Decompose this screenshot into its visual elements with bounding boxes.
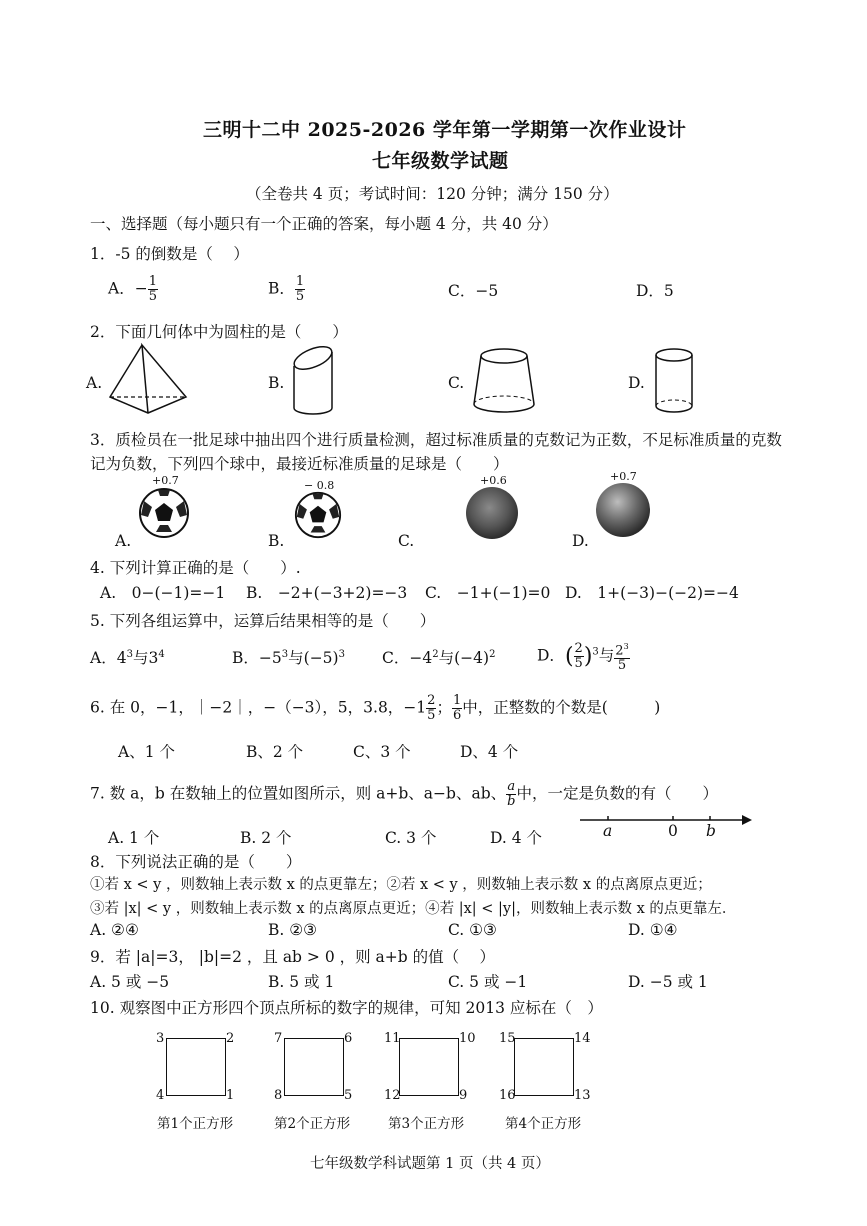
q6-sep: ；	[436, 698, 452, 717]
q6-stem-pre: 6. 在 0，−1，｜−2｜，−（−3），5，3.8，	[90, 698, 404, 717]
square-2-tr: 6	[344, 1031, 353, 1046]
q1-b-fraction	[295, 275, 305, 304]
q6-f1-den: 5	[427, 708, 436, 723]
pyramid-figure	[108, 343, 198, 415]
q7-f-den: b	[507, 794, 516, 809]
q6-stem	[90, 694, 660, 723]
q6-f2-num: 1	[452, 693, 462, 708]
q8-option-a: A. ②④	[90, 921, 139, 939]
q5-stem: 5. 下列各组运算中，运算后结果相等的是（ ）	[90, 612, 436, 630]
q1-option-c: C．−5	[448, 282, 499, 300]
square-2	[284, 1038, 344, 1096]
exam-title: 三明十二中 2025-2026 学年第一学期第一次作业设计	[203, 119, 687, 141]
q3-c-label: C.	[398, 532, 415, 550]
q3-b-value: − 0.8	[304, 479, 335, 492]
q7-fraction	[506, 780, 516, 809]
q7-option-d: D. 4 个	[490, 829, 543, 847]
slanted-cylinder-figure	[290, 346, 338, 418]
q6-f2-fraction	[452, 694, 462, 723]
soccer-ball-b-icon	[294, 491, 342, 539]
q4-option-a: A. 0−(−1)=−1	[100, 584, 226, 602]
square-4-tl: 15	[499, 1031, 516, 1046]
q1-option-a	[108, 275, 158, 304]
square-3-caption: 第3个正方形	[388, 1116, 465, 1132]
q6-f1-fraction	[426, 694, 436, 723]
square-1-tl: 3	[156, 1031, 165, 1046]
square-2-caption: 第2个正方形	[274, 1116, 351, 1132]
q6-f2-den: 6	[452, 708, 462, 723]
q5-c-and: 与	[438, 649, 455, 667]
q9-stem: 9．若 |a|=3， |b|=2 ，且 ab > 0 ，则 a+b 的值（ ）	[90, 948, 496, 966]
q1-a-label: A．	[108, 279, 135, 298]
q9-option-d: D. −5 或 1	[628, 973, 708, 991]
q3-a-value: +0.7	[152, 474, 179, 487]
q2-option-b: B.	[268, 374, 285, 392]
q6-option-a: A、1 个	[118, 743, 175, 761]
q7-option-a: A. 1 个	[108, 829, 160, 847]
exam-info: （全卷共 4 页；考试时间：120 分钟；满分 150 分）	[246, 185, 619, 203]
exam-subtitle: 七年级数学试题	[372, 150, 509, 172]
q8-option-c: C. ①③	[448, 921, 497, 939]
q5-option-b: B．$-5^3$与$(-5)^3$	[232, 648, 345, 667]
q7-stem-post: 中，一定是负数的有（ ）	[516, 784, 718, 803]
q5-a-label: A．	[90, 649, 117, 667]
q9-option-a: A. 5 或 −5	[90, 973, 170, 991]
cylinder-figure	[652, 346, 696, 416]
q7-f-num: a	[507, 779, 516, 794]
q2-option-d: D.	[628, 374, 645, 392]
q4-stem: 4. 下列计算正确的是（ ）.	[90, 559, 301, 577]
q3-a-label: A.	[115, 532, 132, 550]
q3-d-label: D.	[572, 532, 589, 550]
square-4	[514, 1038, 574, 1096]
q1-option-b	[268, 275, 305, 304]
q5-option-c: C．$-4^2$与$(-4)^2$	[382, 648, 496, 667]
q2-option-c: C.	[448, 374, 465, 392]
q2-option-a: A.	[86, 374, 103, 392]
q5-option-a: A．$4^3$与$3^4$	[90, 648, 165, 667]
q6-option-b: B、2 个	[246, 743, 304, 761]
square-3-tl: 11	[384, 1031, 401, 1046]
number-line-label-b: b	[706, 822, 716, 840]
q8-line2: ③若 |x| < y ，则数轴上表示数 x 的点离原点更近；④若 |x| < |y|，则数轴上表示数 x 的点更靠左．	[90, 901, 737, 917]
q1-option-d: D．5	[636, 282, 674, 300]
q3-c-value: +0.6	[480, 474, 507, 487]
q10-stem: 10. 观察图中正方形四个顶点所标的数字的规律，可知 2013 应标在（ ）	[90, 999, 603, 1017]
q4-option-b: B. −2+(−3+2)=−3	[246, 584, 408, 602]
square-3-br: 9	[459, 1088, 468, 1103]
q5-c-label: C．	[382, 649, 410, 667]
q1-a-den: 5	[148, 289, 157, 304]
q5-b-label: B．	[232, 649, 259, 667]
q6-f1-whole: −1	[403, 698, 427, 717]
q7-option-b: B. 2 个	[240, 829, 292, 847]
square-4-caption: 第4个正方形	[505, 1116, 582, 1132]
q4-option-c: C. −1+(−1)=0	[425, 584, 551, 602]
square-3-tr: 10	[459, 1031, 476, 1046]
frustum-figure	[470, 346, 538, 416]
square-2-tl: 7	[274, 1031, 283, 1046]
square-1-tr: 2	[226, 1031, 235, 1046]
q3-d-value: +0.7	[610, 470, 637, 483]
square-4-br: 13	[574, 1088, 591, 1103]
q8-line1: ①若 x < y ，则数轴上表示数 x 的点更靠左；②若 x < y ，则数轴上表示数 x 的点离原点更近；	[90, 877, 712, 893]
q7-option-c: C. 3 个	[385, 829, 437, 847]
square-2-bl: 8	[274, 1088, 283, 1103]
q8-option-b: B. ②③	[268, 921, 318, 939]
q1-b-num: 1	[295, 274, 305, 289]
q1-b-label: B．	[268, 279, 295, 298]
q5-d-and: 与	[598, 646, 615, 665]
q5-b-and: 与	[288, 649, 304, 667]
textured-ball-d-icon	[596, 483, 650, 537]
square-1-caption: 第1个正方形	[157, 1116, 234, 1132]
q3-stem-line1: 3．质检员在一批足球中抽出四个进行质量检测，超过标准质量的克数记为正数，不足标准质量的克数	[90, 431, 782, 449]
q1-a-num: 1	[148, 274, 157, 289]
square-2-br: 5	[344, 1088, 353, 1103]
q3-stem-line2: 记为负数，下列四个球中，最接近标准质量的足球是（ ）	[90, 455, 509, 473]
q6-stem-post: 中，正整数的个数是( )	[462, 698, 661, 717]
square-3	[399, 1038, 459, 1096]
square-3-bl: 12	[384, 1088, 401, 1103]
q6-option-c: C、3 个	[353, 743, 411, 761]
q5-d-label: D．	[537, 646, 565, 665]
q1-b-den: 5	[295, 289, 305, 304]
q6-option-d: D、4 个	[460, 743, 519, 761]
page-footer: 七年级数学科试题第 1 页（共 4 页）	[310, 1156, 550, 1172]
square-4-bl: 16	[499, 1088, 516, 1103]
square-1	[166, 1038, 226, 1096]
q7-stem-pre: 7. 数 a，b 在数轴上的位置如图所示，则 a+b、a−b、ab、	[90, 784, 507, 803]
square-1-br: 1	[226, 1088, 235, 1103]
q1-a-fraction	[148, 275, 158, 304]
q9-option-b: B. 5 或 1	[268, 973, 335, 991]
square-1-bl: 4	[156, 1088, 165, 1103]
q7-stem	[90, 780, 718, 809]
q1-a-sign: −	[134, 279, 148, 298]
q3-b-label: B.	[268, 532, 285, 550]
number-line-label-a: a	[603, 822, 613, 840]
section-heading: 一、选择题（每小题只有一个正确的答案，每小题 4 分，共 40 分）	[90, 215, 558, 233]
q5-a-and: 与	[132, 649, 149, 667]
q6-f1-num: 2	[427, 693, 436, 708]
number-line-label-0: 0	[668, 822, 678, 840]
q4-option-d: D. 1+(−3)−(−2)=−4	[565, 584, 739, 602]
q5-option-d: D．( $\frac{2}{5}$ )$^3$与 $\frac{2^3}{5}$	[537, 641, 629, 674]
q8-stem: 8．下列说法正确的是（ ）	[90, 853, 302, 871]
q1-stem: 1．-5 的倒数是（ ）	[90, 245, 249, 263]
soccer-ball-a-icon	[138, 487, 190, 539]
q2-stem: 2．下面几何体中为圆柱的是（ ）	[90, 323, 348, 341]
textured-ball-c-icon	[466, 487, 518, 539]
q8-option-d: D. ①④	[628, 921, 678, 939]
q9-option-c: C. 5 或 −1	[448, 973, 528, 991]
square-4-tr: 14	[574, 1031, 591, 1046]
